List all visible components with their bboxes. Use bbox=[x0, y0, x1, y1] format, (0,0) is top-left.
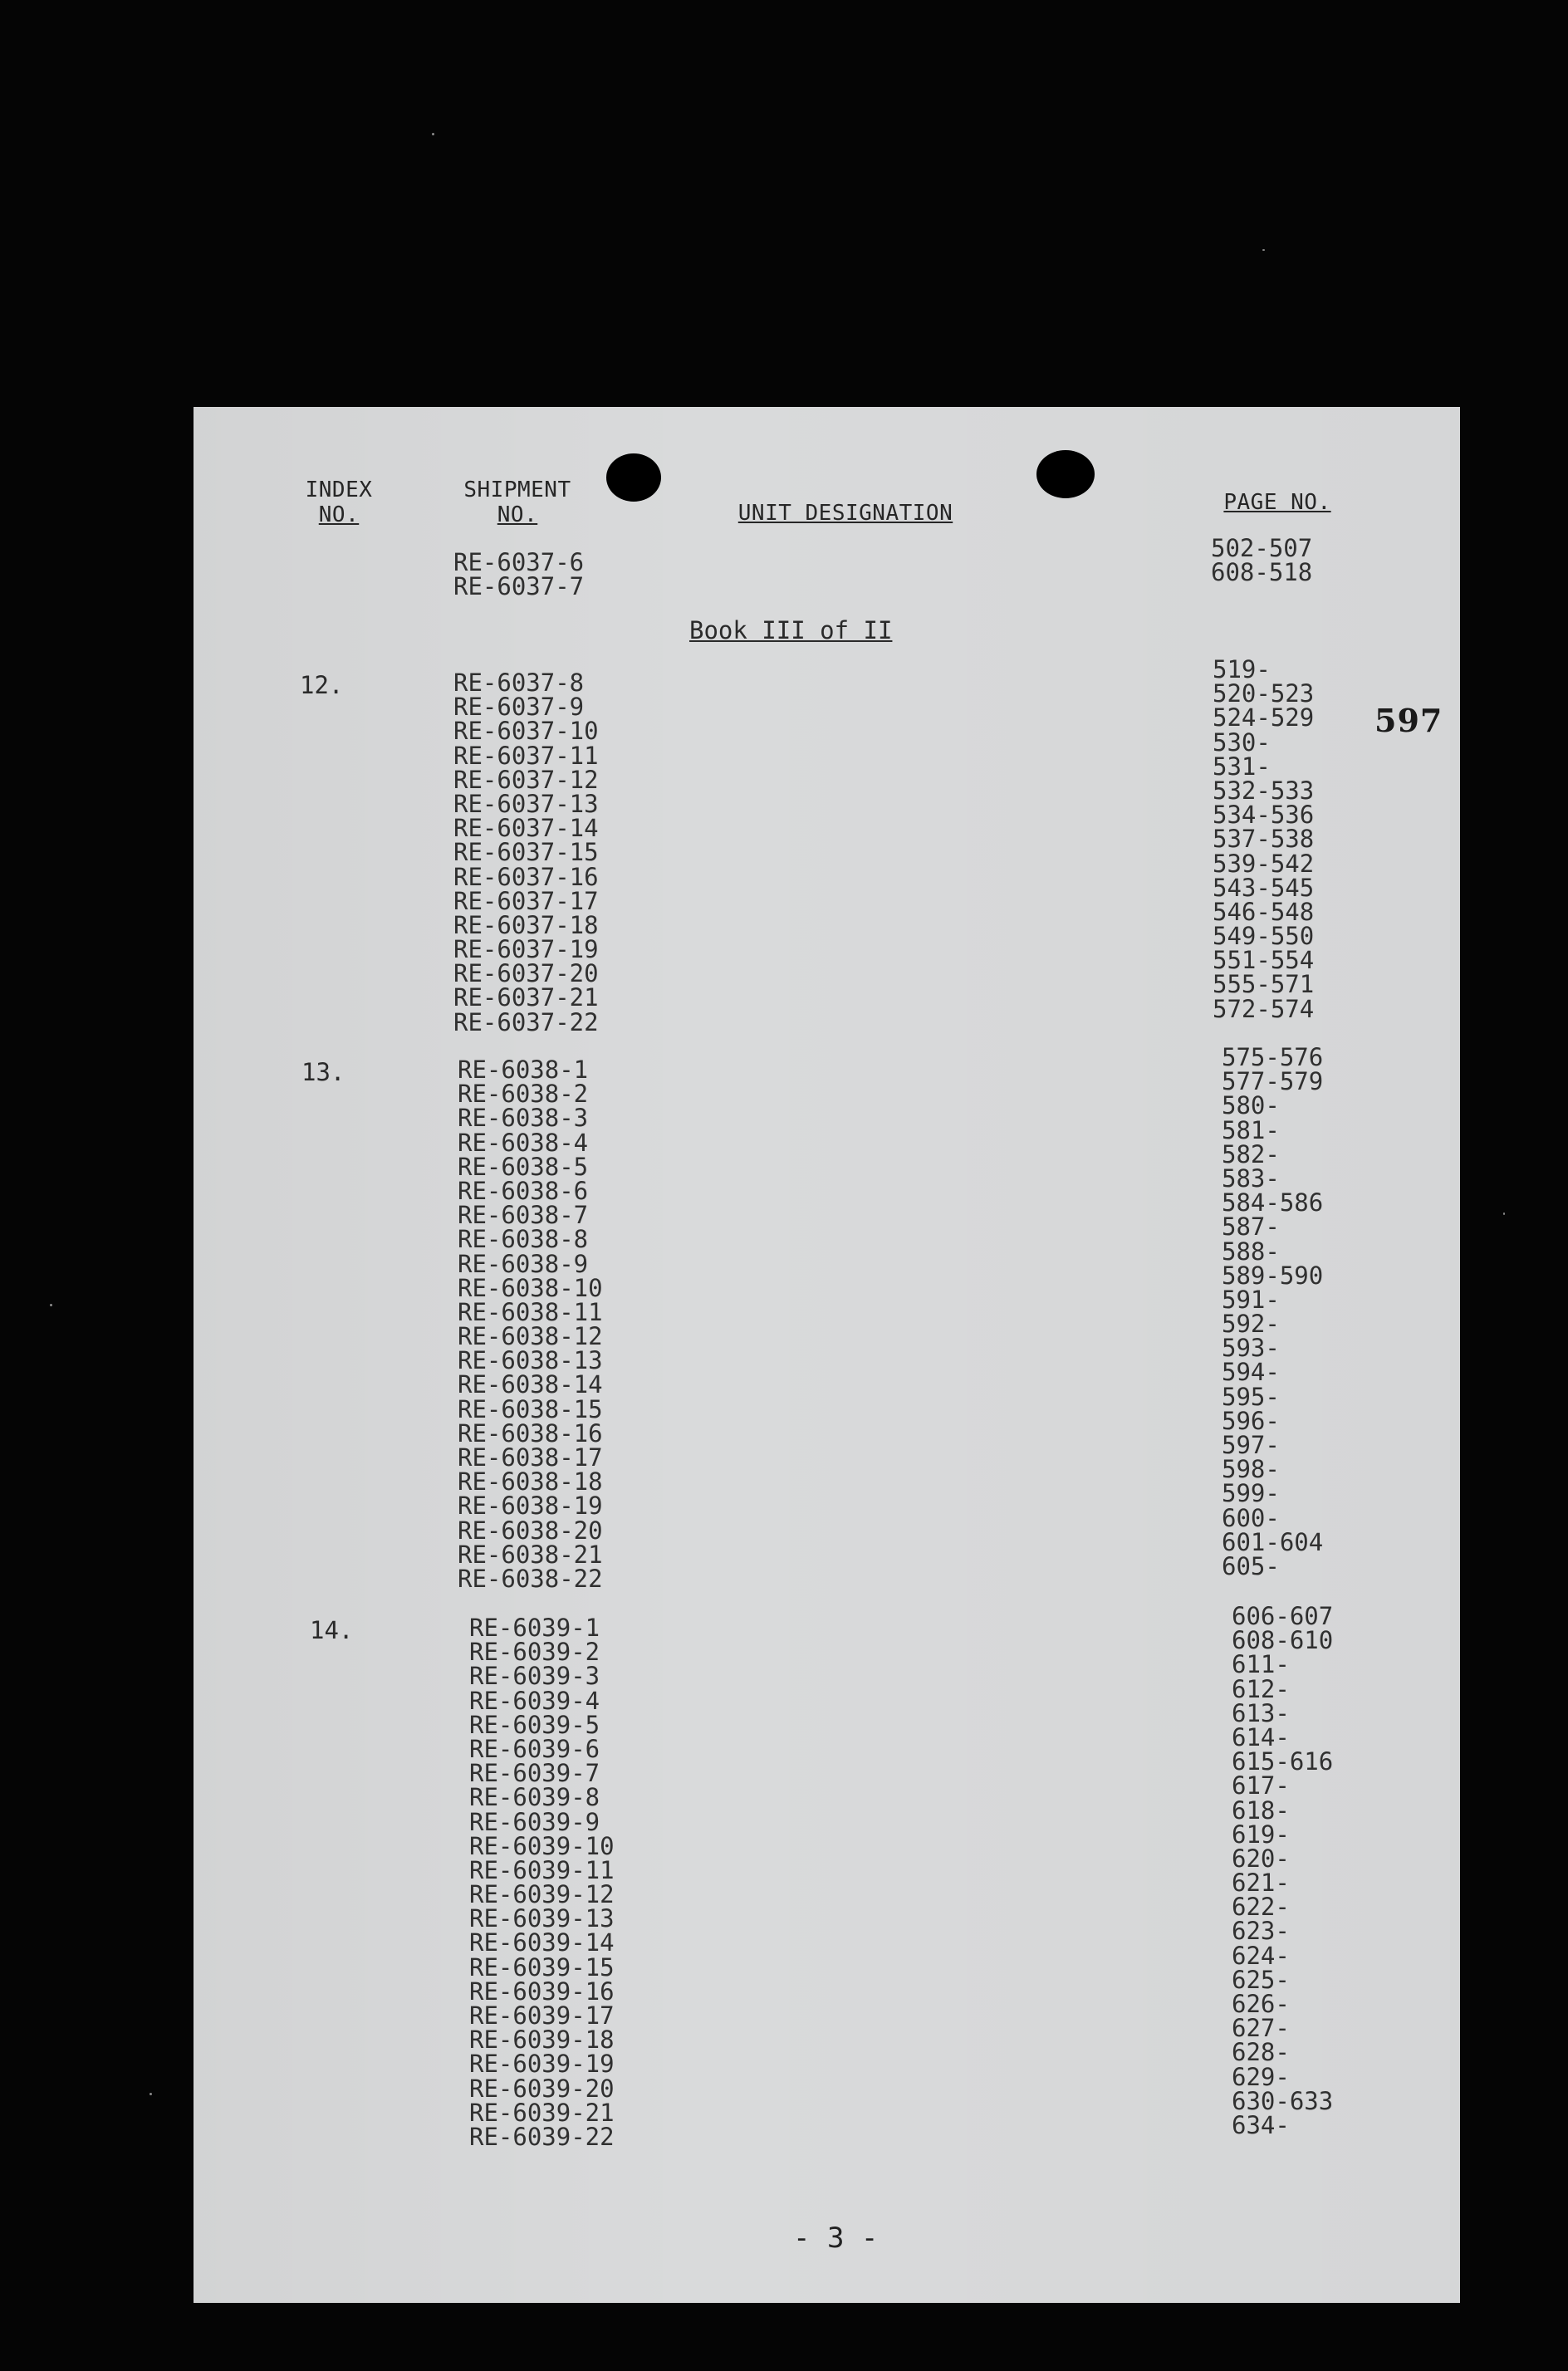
page-range: 614- bbox=[1232, 1722, 1290, 1751]
page-range: 577-579 bbox=[1222, 1067, 1324, 1096]
page-range: 600- bbox=[1222, 1503, 1280, 1532]
shipment-number: RE-6039-21 bbox=[469, 2098, 615, 2127]
page-range: 596- bbox=[1222, 1406, 1280, 1435]
shipment-number: RE-6038-13 bbox=[458, 1346, 603, 1375]
index-number: 14. bbox=[310, 1616, 354, 1644]
page-range: 519- bbox=[1213, 655, 1271, 683]
book-label: Book III of II bbox=[689, 616, 893, 644]
header-unit-designation-text: UNIT DESIGNATION bbox=[737, 501, 953, 526]
header-index-line2: NO. bbox=[318, 502, 360, 527]
shipment-number: RE-6038-10 bbox=[458, 1273, 603, 1302]
dust-speck bbox=[432, 133, 434, 135]
shipment-number: RE-6039-15 bbox=[469, 1952, 615, 1982]
shipment-number: RE-6038-4 bbox=[458, 1128, 589, 1157]
shipment-number: RE-6037-21 bbox=[453, 983, 599, 1012]
shipment-number: RE-6038-19 bbox=[458, 1492, 603, 1521]
header-index-no bbox=[277, 478, 401, 527]
page-range: 502-507 bbox=[1211, 534, 1313, 562]
shipment-number: RE-6037-8 bbox=[453, 669, 585, 697]
header-index-line1: INDEX bbox=[305, 478, 373, 502]
shipment-number: RE-6039-6 bbox=[469, 1734, 600, 1763]
page-range: 546-548 bbox=[1213, 897, 1315, 926]
shipment-number: RE-6039-14 bbox=[469, 1928, 615, 1957]
shipment-number: RE-6037-14 bbox=[453, 814, 599, 843]
page-range: 595- bbox=[1222, 1382, 1280, 1411]
page-range: 593- bbox=[1222, 1334, 1280, 1363]
shipment-number: RE-6038-9 bbox=[458, 1249, 589, 1278]
page-range: 581- bbox=[1222, 1115, 1280, 1144]
page-range: 617- bbox=[1232, 1771, 1290, 1800]
index-number: 12. bbox=[300, 671, 344, 699]
shipment-number: RE-6038-2 bbox=[458, 1080, 589, 1109]
shipment-number: RE-6038-1 bbox=[458, 1056, 589, 1084]
header-shipment-line2: NO. bbox=[497, 502, 538, 527]
shipment-number: RE-6038-16 bbox=[458, 1418, 603, 1448]
page-range: 587- bbox=[1222, 1212, 1280, 1242]
shipment-number: RE-6039-10 bbox=[469, 1831, 615, 1860]
shipment-number: RE-6039-19 bbox=[469, 2050, 615, 2079]
page-range: 539-542 bbox=[1213, 849, 1315, 878]
shipment-number: RE-6039-1 bbox=[469, 1614, 600, 1642]
header-page-no bbox=[1203, 490, 1352, 515]
shipment-number: RE-6037-9 bbox=[453, 693, 585, 722]
shipment-number: RE-6038-21 bbox=[458, 1540, 603, 1569]
page-range: 555-571 bbox=[1213, 970, 1315, 999]
page-range: 619- bbox=[1232, 1820, 1290, 1849]
shipment-number: RE-6039-12 bbox=[469, 1880, 615, 1909]
shipment-number: RE-6039-13 bbox=[469, 1904, 615, 1933]
shipment-number: RE-6037-6 bbox=[453, 548, 585, 576]
page-range: 629- bbox=[1232, 2062, 1290, 2091]
page-range: 613- bbox=[1232, 1698, 1290, 1727]
page-range: 599- bbox=[1222, 1479, 1280, 1508]
shipment-number: RE-6038-3 bbox=[458, 1104, 589, 1133]
page-range: 549-550 bbox=[1213, 922, 1315, 951]
shipment-number: RE-6038-12 bbox=[458, 1322, 603, 1351]
page-range: 605- bbox=[1222, 1551, 1280, 1580]
header-shipment-no bbox=[439, 478, 596, 527]
shipment-number: RE-6037-7 bbox=[453, 572, 585, 601]
shipment-number: RE-6037-13 bbox=[453, 789, 599, 818]
shipment-number: RE-6039-22 bbox=[469, 2122, 615, 2151]
page-range: 583- bbox=[1222, 1163, 1280, 1193]
shipment-number: RE-6037-12 bbox=[453, 765, 599, 794]
page-range: 627- bbox=[1232, 2014, 1290, 2043]
shipment-number: RE-6039-7 bbox=[469, 1759, 600, 1788]
shipment-number: RE-6038-8 bbox=[458, 1225, 589, 1254]
page-range: 592- bbox=[1222, 1310, 1280, 1339]
dust-speck bbox=[1262, 249, 1265, 251]
shipment-number: RE-6037-16 bbox=[453, 862, 599, 891]
shipment-column bbox=[453, 671, 599, 1035]
page-column bbox=[1222, 1043, 1324, 1580]
page-range: 580- bbox=[1222, 1091, 1280, 1120]
shipment-number: RE-6039-4 bbox=[469, 1686, 600, 1715]
shipment-number: RE-6038-18 bbox=[458, 1467, 603, 1497]
shipment-number: RE-6038-11 bbox=[458, 1297, 603, 1326]
punch-hole bbox=[606, 453, 661, 502]
shipment-number: RE-6038-20 bbox=[458, 1516, 603, 1545]
shipment-number: RE-6037-10 bbox=[453, 717, 599, 746]
page-range: 591- bbox=[1222, 1285, 1280, 1314]
page-range: 532-533 bbox=[1213, 776, 1315, 805]
shipment-number: RE-6038-15 bbox=[458, 1394, 603, 1423]
shipment-number: RE-6039-20 bbox=[469, 2074, 615, 2103]
page-range: 623- bbox=[1232, 1917, 1290, 1946]
shipment-number: RE-6039-9 bbox=[469, 1807, 600, 1836]
page-range: 612- bbox=[1232, 1674, 1290, 1703]
page-range: 588- bbox=[1222, 1237, 1280, 1266]
shipment-number: RE-6038-6 bbox=[458, 1176, 589, 1205]
page-range: 622- bbox=[1232, 1893, 1290, 1922]
page-range: 615-616 bbox=[1232, 1747, 1334, 1776]
page-range: 628- bbox=[1232, 2038, 1290, 2067]
page-range: 626- bbox=[1232, 1990, 1290, 2018]
shipment-number: RE-6038-22 bbox=[458, 1564, 603, 1593]
dust-speck bbox=[50, 1304, 52, 1306]
page-range: 584-586 bbox=[1222, 1188, 1324, 1217]
page-range: 531- bbox=[1213, 752, 1271, 781]
shipment-number: RE-6037-18 bbox=[453, 910, 599, 939]
shipment-number: RE-6039-16 bbox=[469, 1977, 615, 2006]
header-shipment-line1: SHIPMENT bbox=[463, 478, 571, 502]
page-range: 608-610 bbox=[1232, 1626, 1334, 1655]
page-column bbox=[1213, 655, 1315, 1023]
header-unit-designation bbox=[700, 501, 991, 526]
page-range: 530- bbox=[1213, 727, 1271, 757]
page-range: 520-523 bbox=[1213, 679, 1315, 708]
shipment-number: RE-6038-7 bbox=[458, 1201, 589, 1230]
page-range: 582- bbox=[1222, 1139, 1280, 1168]
page-range: 624- bbox=[1232, 1941, 1290, 1970]
shipment-number: RE-6037-15 bbox=[453, 838, 599, 867]
shipment-column bbox=[458, 1058, 603, 1591]
shipment-number: RE-6038-5 bbox=[458, 1152, 589, 1181]
page-column bbox=[1232, 1604, 1333, 2138]
shipment-number: RE-6039-5 bbox=[469, 1710, 600, 1739]
page-range: 630-633 bbox=[1232, 2086, 1334, 2115]
dust-speck bbox=[1503, 1212, 1505, 1215]
dust-speck bbox=[149, 2093, 152, 2095]
shipment-number: RE-6039-18 bbox=[469, 2026, 615, 2055]
page-range: 589-590 bbox=[1222, 1261, 1324, 1290]
page-range: 608-518 bbox=[1211, 558, 1313, 587]
shipment-number: RE-6039-2 bbox=[469, 1638, 600, 1667]
shipment-number: RE-6039-3 bbox=[469, 1662, 600, 1691]
index-number: 13. bbox=[301, 1058, 345, 1086]
shipment-column bbox=[453, 548, 585, 601]
page-range: 537-538 bbox=[1213, 825, 1315, 854]
page-range: 524-529 bbox=[1213, 703, 1315, 732]
page-range: 575-576 bbox=[1222, 1043, 1324, 1071]
shipment-number: RE-6037-20 bbox=[453, 959, 599, 988]
footer-page-number: - 3 - bbox=[793, 2222, 879, 2255]
shipment-number: RE-6037-17 bbox=[453, 886, 599, 915]
page-column bbox=[1211, 536, 1312, 585]
page-range: 620- bbox=[1232, 1844, 1290, 1873]
page-range: 621- bbox=[1232, 1869, 1290, 1898]
page-range: 572-574 bbox=[1213, 994, 1315, 1023]
shipment-number: RE-6037-11 bbox=[453, 741, 599, 770]
shipment-number: RE-6039-8 bbox=[469, 1783, 600, 1812]
shipment-number: RE-6037-22 bbox=[453, 1007, 599, 1036]
page-range: 601-604 bbox=[1222, 1527, 1324, 1556]
shipment-number: RE-6039-17 bbox=[469, 2001, 615, 2030]
stamped-page-number: 597 bbox=[1374, 702, 1443, 739]
page-range: 625- bbox=[1232, 1965, 1290, 1994]
page-range: 598- bbox=[1222, 1455, 1280, 1484]
page-range: 634- bbox=[1232, 2110, 1290, 2139]
page-range: 597- bbox=[1222, 1431, 1280, 1459]
shipment-number: RE-6038-14 bbox=[458, 1370, 603, 1399]
page-range: 594- bbox=[1222, 1358, 1280, 1387]
document-page bbox=[194, 407, 1460, 2303]
page-range: 611- bbox=[1232, 1650, 1290, 1679]
page-range: 534-536 bbox=[1213, 801, 1315, 830]
shipment-column bbox=[469, 1616, 615, 2149]
page-range: 551-554 bbox=[1213, 946, 1315, 975]
shipment-number: RE-6039-11 bbox=[469, 1855, 615, 1884]
punch-hole bbox=[1036, 450, 1095, 498]
page-range: 543-545 bbox=[1213, 873, 1315, 902]
shipment-number: RE-6037-19 bbox=[453, 935, 599, 964]
page-range: 606-607 bbox=[1232, 1602, 1334, 1630]
header-page-no-text: PAGE NO. bbox=[1223, 490, 1331, 515]
page-range: 618- bbox=[1232, 1795, 1290, 1825]
shipment-number: RE-6038-17 bbox=[458, 1443, 603, 1472]
